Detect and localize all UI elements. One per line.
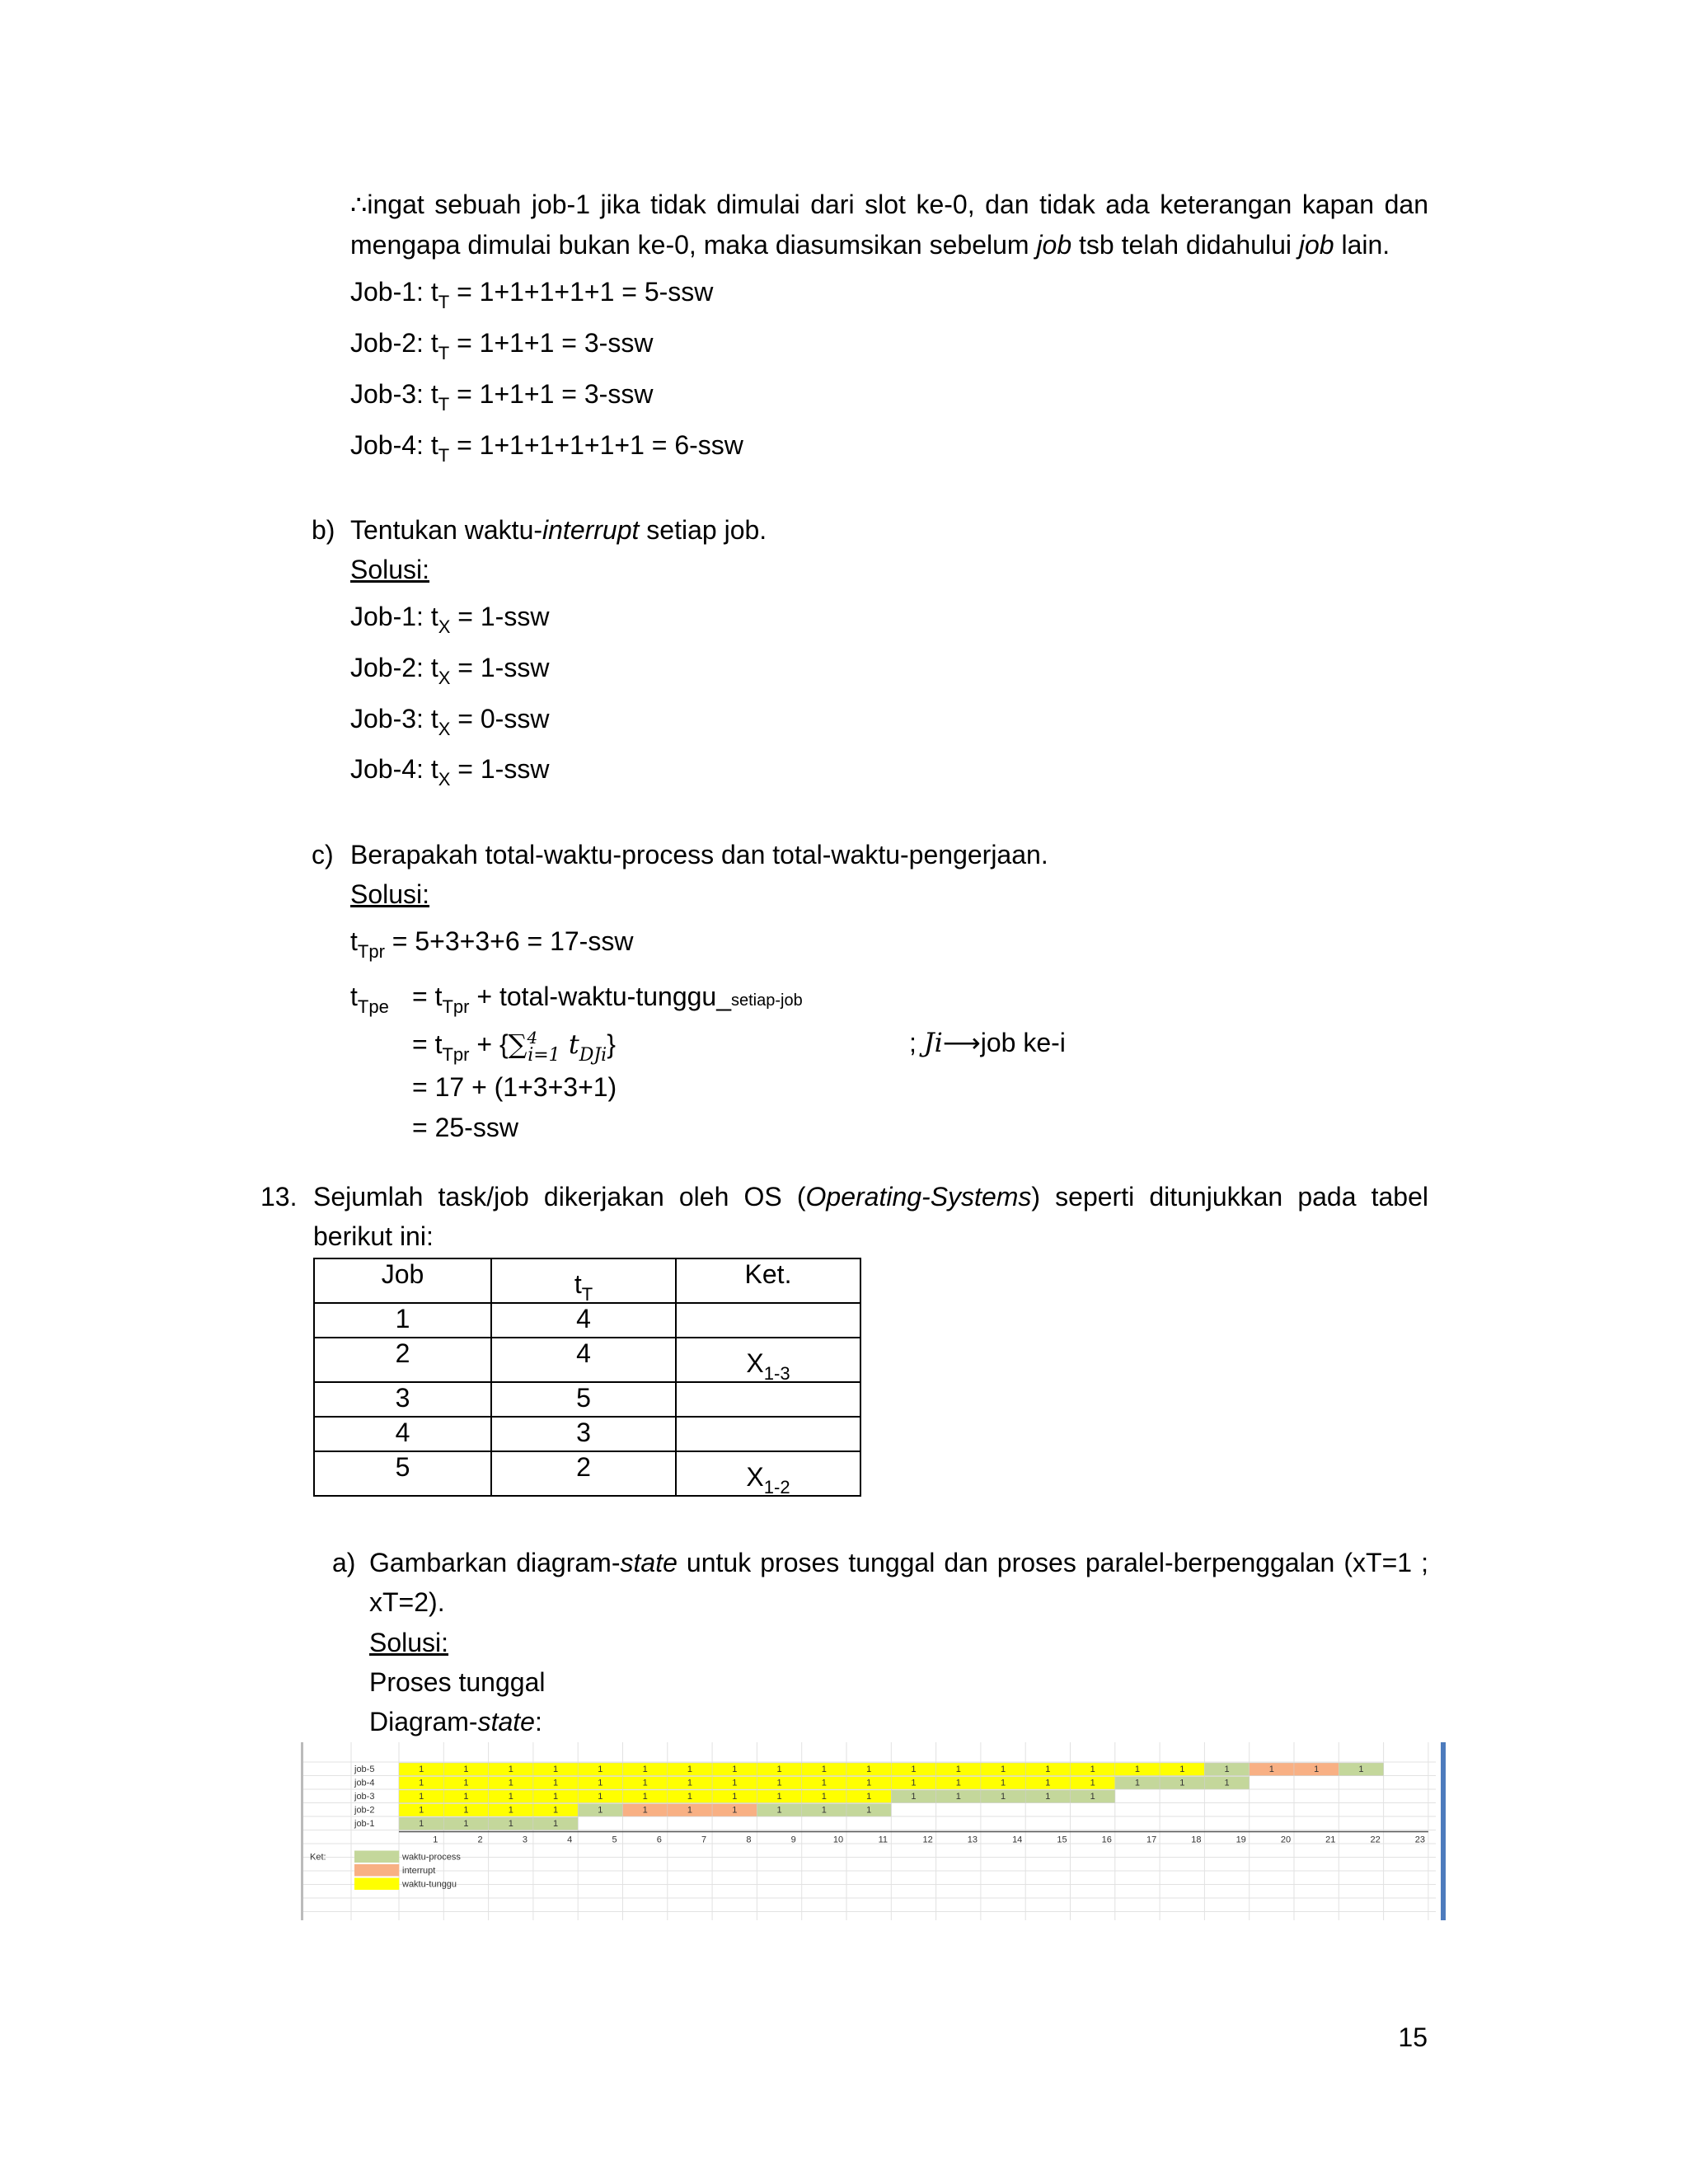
part-b-solusi: Solusi: bbox=[350, 555, 430, 584]
gantt-row-label: job-5 bbox=[354, 1765, 375, 1774]
cell-ket bbox=[676, 1382, 860, 1417]
page-number: 15 bbox=[1398, 2022, 1428, 2052]
tx-job-4: Job-4: $t_X = 1-ssw$ bbox=[350, 754, 550, 790]
cell-ket: $X_{1-3}$ bbox=[676, 1338, 860, 1382]
gantt-cell-value: 1 bbox=[552, 1805, 559, 1816]
tpe-label: $t_{Tpe}$ bbox=[350, 982, 389, 1017]
gantt-tick-label: 7 bbox=[701, 1835, 707, 1845]
gantt-cell-value: 1 bbox=[1179, 1778, 1185, 1788]
table-row bbox=[314, 1382, 860, 1417]
gantt-tick-label: 23 bbox=[1414, 1835, 1426, 1845]
gantt-cell-value: 1 bbox=[508, 1778, 513, 1788]
tpe-equation: = $t_{Tpr}$ + total-waktu-tunggu_setiap-job bbox=[412, 982, 803, 1017]
gantt-cell-value: 1 bbox=[1000, 1792, 1006, 1802]
q13-line-1: Sejumlah task/job dikerjakan oleh OS (Operating-Systems) seperti ditunjukkan pada tabel bbox=[313, 1182, 1429, 1212]
cell-job: 2 bbox=[314, 1338, 491, 1382]
gantt-tick-label: 20 bbox=[1280, 1835, 1292, 1845]
gantt-tick-label: 6 bbox=[656, 1835, 662, 1845]
gantt-cell-value: 1 bbox=[419, 1778, 424, 1788]
gantt-tick-label: 5 bbox=[612, 1835, 617, 1845]
gantt-cell-value: 1 bbox=[732, 1792, 738, 1802]
gantt-cell-value: 1 bbox=[1134, 1765, 1141, 1774]
gantt-cell-value: 1 bbox=[732, 1765, 738, 1774]
gantt-tick-label: 12 bbox=[922, 1835, 933, 1845]
gantt-cell-value: 1 bbox=[776, 1792, 782, 1802]
gantt-tick-label: 17 bbox=[1146, 1835, 1157, 1845]
gantt-cell-value: 1 bbox=[1090, 1792, 1095, 1802]
gantt-cell-value: 1 bbox=[419, 1765, 424, 1774]
table-header-row bbox=[314, 1258, 860, 1303]
legend-label: waktu-process bbox=[402, 1852, 461, 1863]
tx-job-1: Job-1: $t_X = 1-ssw$ bbox=[350, 602, 550, 637]
q13-number: 13. bbox=[260, 1182, 298, 1212]
gantt-cell-value: 1 bbox=[552, 1819, 559, 1829]
gantt-cell-value: 1 bbox=[687, 1778, 693, 1788]
gantt-cell-value: 1 bbox=[732, 1778, 738, 1788]
tpe-line-3: = 17 + (1+3+3+1) bbox=[412, 1072, 617, 1102]
gantt-cell-value: 1 bbox=[1179, 1765, 1185, 1774]
part-a2-solusi: Solusi: bbox=[369, 1628, 449, 1657]
tpe-line-4: = 25-ssw bbox=[412, 1113, 518, 1142]
part-b-question: Tentukan waktu-interrupt setiap job. bbox=[350, 515, 767, 545]
cell-job: 1 bbox=[314, 1303, 491, 1338]
tx-job-3: Job-3: $t_X = 0-ssw$ bbox=[350, 704, 550, 739]
gantt-cell-value: 1 bbox=[911, 1765, 917, 1774]
gantt-cell-value: 1 bbox=[463, 1819, 469, 1829]
cell-job: 3 bbox=[314, 1382, 491, 1417]
gantt-cell-value: 1 bbox=[821, 1805, 827, 1816]
gantt-cell-value: 1 bbox=[508, 1819, 513, 1829]
table-row bbox=[314, 1303, 860, 1338]
gantt-cell-value: 1 bbox=[866, 1765, 872, 1774]
gantt-cell-value: 1 bbox=[911, 1778, 917, 1788]
legend-swatch bbox=[354, 1864, 399, 1877]
cell-tt: 5 bbox=[491, 1382, 676, 1417]
gantt-cell-value: 1 bbox=[642, 1805, 648, 1816]
gantt-cell-value: 1 bbox=[598, 1792, 603, 1802]
cell-tt: 4 bbox=[491, 1338, 676, 1382]
table-row bbox=[314, 1417, 860, 1451]
part-c-label: c) bbox=[312, 840, 334, 869]
gantt-cell-value: 1 bbox=[687, 1765, 693, 1774]
gantt-cell-value: 1 bbox=[419, 1805, 424, 1816]
intro-line-2: mengapa dimulai bukan ke-0, maka diasumsikan sebelum job tsb telah didahului job lain. bbox=[350, 230, 1390, 260]
proses-tunggal: Proses tunggal bbox=[369, 1667, 546, 1697]
gantt-cell-value: 1 bbox=[955, 1765, 961, 1774]
gantt-cell-value: 1 bbox=[821, 1778, 827, 1788]
gantt-cell-value: 1 bbox=[508, 1805, 513, 1816]
gantt-cell-value: 1 bbox=[463, 1765, 469, 1774]
gantt-tick-label: 1 bbox=[433, 1835, 438, 1845]
cell-tt: 3 bbox=[491, 1417, 676, 1451]
legend-title: Ket: bbox=[310, 1852, 326, 1863]
state-diagram-svg bbox=[303, 1742, 1436, 1920]
gantt-cell-value: 1 bbox=[598, 1778, 603, 1788]
tpe-sum-line: = $t_{Tpr} + \{\sum^4_{i=1}$ $t_{DJi}$} bbox=[412, 1028, 616, 1066]
gantt-cell-value: 1 bbox=[419, 1819, 424, 1829]
intro-line-1: ∴ingat sebuah job-1 jika tidak dimulai dari slot ke-0, dan tidak ada keterangan kapan dan bbox=[350, 190, 1428, 219]
tpr-equation: $t_{Tpr} = 5+3+3+6 = 17-ssw$ bbox=[350, 926, 634, 962]
gantt-cell-value: 1 bbox=[1000, 1765, 1006, 1774]
gantt-tick-label: 11 bbox=[878, 1835, 889, 1845]
legend-swatch bbox=[354, 1851, 399, 1863]
gantt-cell-value: 1 bbox=[508, 1765, 513, 1774]
gantt-cell-value: 1 bbox=[463, 1778, 469, 1788]
gantt-tick-label: 19 bbox=[1236, 1835, 1246, 1845]
cell-ket bbox=[676, 1417, 860, 1451]
gantt-cell-value: 1 bbox=[598, 1805, 603, 1816]
gantt-cell-value: 1 bbox=[821, 1765, 827, 1774]
gantt-cell-value: 1 bbox=[1358, 1765, 1364, 1774]
gantt-cell-value: 1 bbox=[1045, 1792, 1051, 1802]
gantt-cell-value: 1 bbox=[911, 1792, 917, 1802]
gantt-cell-value: 1 bbox=[419, 1792, 424, 1802]
gantt-tick-label: 10 bbox=[832, 1835, 844, 1845]
gantt-tick-label: 21 bbox=[1325, 1835, 1336, 1845]
q13-line-2: berikut ini: bbox=[313, 1221, 434, 1251]
gantt-cell-value: 1 bbox=[1134, 1778, 1141, 1788]
gantt-cell-value: 1 bbox=[1268, 1765, 1274, 1774]
gantt-cell-value: 1 bbox=[642, 1765, 648, 1774]
part-a2-line-2: xT=2). bbox=[369, 1587, 445, 1617]
gantt-cell-value: 1 bbox=[687, 1805, 693, 1816]
gantt-cell-value: 1 bbox=[687, 1792, 693, 1802]
table-row bbox=[314, 1338, 860, 1382]
legend-label: waktu-tunggu bbox=[402, 1879, 457, 1890]
gantt-tick-label: 2 bbox=[477, 1835, 483, 1845]
gantt-cell-value: 1 bbox=[552, 1765, 559, 1774]
jobs-table bbox=[313, 1258, 861, 1497]
part-c-solusi: Solusi: bbox=[350, 879, 430, 909]
gantt-cell-value: 1 bbox=[1224, 1778, 1230, 1788]
tt-job-4: Job-4: $t_T = 1+1+1+1+1+1 = 6-ssw$ bbox=[350, 430, 743, 466]
gantt-cell-value: 1 bbox=[1000, 1778, 1006, 1788]
gantt-tick-label: 9 bbox=[790, 1835, 796, 1845]
part-c-question: Berapakah total-waktu-process dan total-waktu-pengerjaan. bbox=[350, 840, 1048, 869]
diagram-state-label: Diagram-state: bbox=[369, 1707, 542, 1736]
gantt-cell-value: 1 bbox=[463, 1805, 469, 1816]
gantt-cell-value: 1 bbox=[866, 1778, 872, 1788]
gantt-row-label: job-2 bbox=[354, 1805, 375, 1816]
tt-job-3: Job-3: $t_T = 1+1+1 = 3-ssw$ bbox=[350, 379, 654, 415]
gantt-tick-label: 4 bbox=[567, 1835, 573, 1845]
gantt-cell-value: 1 bbox=[508, 1792, 513, 1802]
gantt-tick-label: 8 bbox=[746, 1835, 752, 1845]
gantt-row-label: job-3 bbox=[354, 1792, 375, 1802]
gantt-cell-value: 1 bbox=[1045, 1778, 1051, 1788]
gantt-cell-value: 1 bbox=[955, 1778, 961, 1788]
gantt-cell-value: 1 bbox=[866, 1805, 872, 1816]
cell-ket bbox=[676, 1303, 860, 1338]
gantt-cell-value: 1 bbox=[1314, 1765, 1320, 1774]
gantt-row-label: job-1 bbox=[354, 1819, 375, 1829]
gantt-cell-value: 1 bbox=[463, 1792, 469, 1802]
gantt-cell-value: 1 bbox=[866, 1792, 872, 1802]
gantt-tick-label: 18 bbox=[1191, 1835, 1202, 1845]
gantt-tick-label: 22 bbox=[1370, 1835, 1381, 1845]
gantt-tick-label: 16 bbox=[1101, 1835, 1112, 1845]
gantt-cell-value: 1 bbox=[1045, 1765, 1051, 1774]
part-a2-label: a) bbox=[332, 1548, 356, 1577]
cell-tt: 2 bbox=[491, 1451, 676, 1496]
header-ket: Ket. bbox=[676, 1258, 860, 1303]
gantt-cell-value: 1 bbox=[642, 1792, 648, 1802]
gantt-cell-value: 1 bbox=[552, 1778, 559, 1788]
state-diagram-spreadsheet bbox=[301, 1742, 1446, 1920]
tx-job-2: Job-2: $t_X = 1-ssw$ bbox=[350, 653, 550, 688]
cell-ket: $X_{1-2}$ bbox=[676, 1451, 860, 1496]
gantt-cell-value: 1 bbox=[821, 1792, 827, 1802]
tt-job-1: Job-1: $t_T = 1+1+1+1+1 = 5-ssw$ bbox=[350, 277, 714, 312]
cell-job: 4 bbox=[314, 1417, 491, 1451]
legend-label: interrupt bbox=[402, 1866, 436, 1876]
gantt-cell-value: 1 bbox=[776, 1778, 782, 1788]
gantt-cell-value: 1 bbox=[552, 1792, 559, 1802]
gantt-cell-value: 1 bbox=[955, 1792, 961, 1802]
gantt-row-label: job-4 bbox=[354, 1778, 375, 1788]
gantt-cell-value: 1 bbox=[776, 1765, 782, 1774]
header-job: Job bbox=[314, 1258, 491, 1303]
gantt-tick-label: 14 bbox=[1012, 1835, 1023, 1845]
cell-tt: 4 bbox=[491, 1303, 676, 1338]
part-b-label: b) bbox=[312, 515, 335, 545]
part-a2-line-1: Gambarkan diagram-state untuk proses tunggal dan proses paralel-berpenggalan (xT=1 ; bbox=[369, 1548, 1429, 1577]
gantt-cell-value: 1 bbox=[1090, 1778, 1095, 1788]
gantt-cell-value: 1 bbox=[732, 1805, 738, 1816]
gantt-tick-label: 13 bbox=[967, 1835, 978, 1845]
table-row bbox=[314, 1451, 860, 1496]
cell-job: 5 bbox=[314, 1451, 491, 1496]
ji-note: ; Ji⟶job ke-i bbox=[909, 1027, 1066, 1058]
gantt-cell-value: 1 bbox=[776, 1805, 782, 1816]
header-tt: $t_T$ bbox=[491, 1258, 676, 1303]
legend-swatch bbox=[354, 1878, 399, 1891]
tt-job-2: Job-2: $t_T = 1+1+1 = 3-ssw$ bbox=[350, 328, 654, 363]
gantt-cell-value: 1 bbox=[1224, 1765, 1230, 1774]
gantt-cell-value: 1 bbox=[598, 1765, 603, 1774]
gantt-tick-label: 3 bbox=[522, 1835, 528, 1845]
gantt-cell-value: 1 bbox=[642, 1778, 648, 1788]
gantt-tick-label: 15 bbox=[1057, 1835, 1067, 1845]
gantt-cell-value: 1 bbox=[1090, 1765, 1095, 1774]
